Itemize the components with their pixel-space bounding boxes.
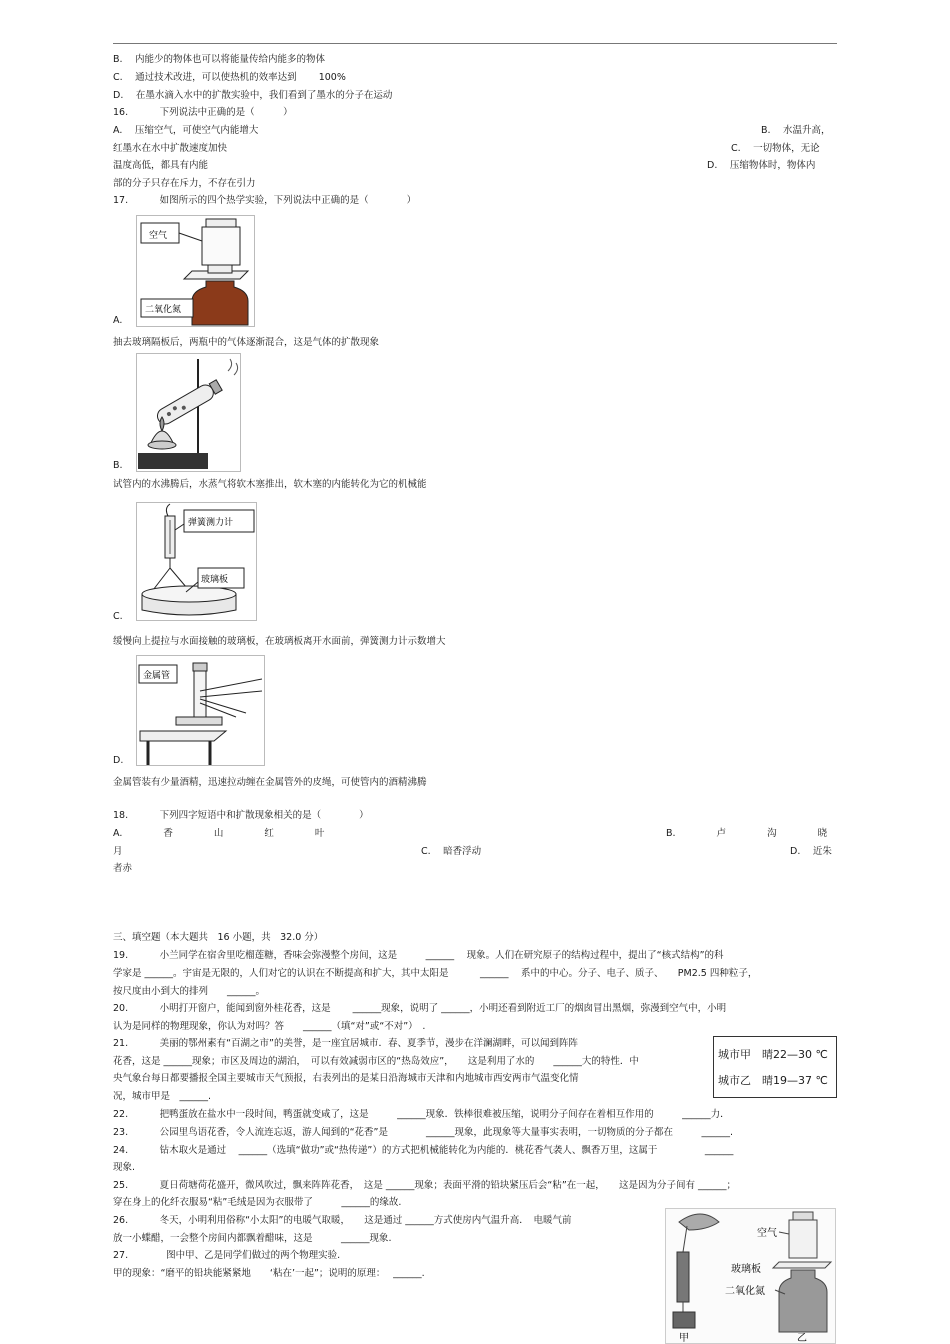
weather-row-city-a: 城市甲 晴22—30 ℃ <box>718 1048 828 1061</box>
q24-line-1: 24. 钻木取火是通过 ______（选填“做功”或“热传递”）的方式把机械能转化为内能的．桃花香气袭人、飘香万里，这属于 ______ <box>113 1145 734 1156</box>
q17-option-b-label: B. <box>113 460 123 471</box>
figure-q27-experiments <box>665 1208 837 1344</box>
option-c-prev: C. 通过技术改进，可以使热机的效率达到 100% <box>113 72 346 83</box>
q20-line-1: 20. 小明打开窗户，能闻到窗外桂花香，这是 ______现象，说明了 ______，小明还看到附近工厂的烟囱冒出黑烟，弥漫到空气中，小明 <box>113 1003 727 1014</box>
figure-a-gas-diffusion <box>136 215 256 327</box>
q18-option-b-cont: 月 <box>113 846 123 857</box>
figure-d-metal-tube <box>136 655 266 767</box>
q21-line-1: 21. 美丽的鄂州素有“百湖之市”的美誉，是一座宜居城市．春、夏季节，漫步在洋澜湖畔，可以闻到阵阵 <box>113 1038 578 1049</box>
figure-q27-glass-label: 玻璃板 <box>731 1264 761 1275</box>
q27-stem: 27. 图中甲、乙是同学们做过的两个物理实验. <box>113 1250 341 1261</box>
q26-line-2: 放一小蝶醋，一会整个房间内都飘着醋味，这是 ______现象. <box>113 1233 392 1244</box>
q19-line-2: 学家是 ______。宇宙是无限的，人们对它的认识在不断提高和扩大，其中太阳是 ______ 系中的中心。分子、电子、质子、 PM2.5 四种粒子， <box>113 968 758 979</box>
figure-c-spring-scale <box>136 502 258 622</box>
q22-line: 22. 把鸭蛋放在盐水中一段时间，鸭蛋就变咸了，这是 ______现象．铁棒很难被压缩，说明分子间存在着相互作用的 ______力． <box>113 1109 730 1120</box>
weather-table <box>713 1036 837 1098</box>
figure-c-glass-label: 玻璃板 <box>201 575 229 585</box>
q18-stem: 18. 下列四字短语中和扩散现象相关的是（ ） <box>113 810 369 821</box>
section-3-heading: 三、填空题（本大题共 16 小题，共 32.0 分） <box>113 932 324 943</box>
q23-line: 23. 公园里鸟语花香，令人流连忘返，游人闻到的“花香”是 ______现象，此现象等大量事实表明，一切物质的分子都在 ______. <box>113 1127 733 1138</box>
q19-line-1: 19. 小兰同学在宿舍里吃榴莲糖，香味会弥漫整个房间，这是 ______ 现象。人们在研究原子的结构过程中，提出了“核式结构”的科 <box>113 950 724 961</box>
q16-option-d-cont: 部的分子只存在斥力，不存在引力 <box>113 178 256 189</box>
figure-q27-jia-label: 甲 <box>679 1333 689 1344</box>
q17-option-c-label: C. <box>113 611 123 622</box>
q18-option-d-cont: 者赤 <box>113 863 133 874</box>
option-d-prev: D. 在墨水滴入水中的扩散实验中，我们看到了墨水的分子在运动 <box>113 90 393 101</box>
q25-line-1: 25. 夏日荷塘荷花盛开，微风吹过，飘来阵阵花香， 这是 ______现象；表面平滑的铅块紧压后会“粘”在一起， 这是因为分子间有 ______； <box>113 1180 737 1191</box>
q16-option-a: A. 压缩空气，可使空气内能增大 <box>113 125 259 136</box>
weather-row-city-b: 城市乙 晴19—37 ℃ <box>718 1074 828 1087</box>
q26-line-1: 26. 冬天，小明利用俗称“小太阳”的电暖气取暖， 这是通过 ______方式使房内气温升高． 电暖气前 <box>113 1215 572 1226</box>
q16-option-b: B. 水温升高， <box>761 125 831 136</box>
q18-option-b: B. 卢 沟 晓 <box>666 828 828 839</box>
q18-option-a: A. 香 山 红 叶 <box>113 828 325 839</box>
q17-option-b-text: 试管内的水沸腾后，水蒸气将软木塞推出，软木塞的内能转化为它的机械能 <box>113 479 427 490</box>
q24-line-2: 现象. <box>113 1162 136 1173</box>
figure-b-test-tube <box>136 353 242 473</box>
q16-stem: 16. 下列说法中正确的是（ ） <box>113 107 293 118</box>
figure-c-spring-label: 弹簧测力计 <box>188 518 234 528</box>
figure-q27-air-label: 空气 <box>757 1228 777 1239</box>
q17-option-c-text: 缓慢向上提拉与水面接触的玻璃板，在玻璃板离开水面前，弹簧测力计示数增大 <box>113 636 446 647</box>
q20-line-2: 认为是同样的物理现象，你认为对吗？答 ______（填“对”或“不对”） . <box>113 1021 426 1032</box>
q18-option-d: D. 近朱 <box>790 846 832 857</box>
q17-option-a-label: A. <box>113 315 123 326</box>
figure-d-tube-label: 金属管 <box>143 671 171 681</box>
figure-q27-yi-label: 乙 <box>797 1333 807 1344</box>
q17-stem: 17. 如图所示的四个热学实验，下列说法中正确的是（ ） <box>113 195 417 206</box>
q16-option-c: C. 一切物体，无论 <box>731 143 820 154</box>
figure-q27-no2-label: 二氧化氮 <box>725 1286 765 1297</box>
q17-option-d-text: 金属管装有少量酒精，迅速拉动缠在金属管外的皮绳，可使管内的酒精沸腾 <box>113 777 427 788</box>
q17-option-d-label: D. <box>113 755 124 766</box>
q17-option-a-text: 抽去玻璃隔板后，两瓶中的气体逐渐混合，这是气体的扩散现象 <box>113 337 380 348</box>
figure-a-no2-label: 二氧化氮 <box>145 305 182 315</box>
q19-line-3: 按尺度由小到大的排列 ______。 <box>113 986 266 997</box>
q21-line-4: 况，城市甲是 ______. <box>113 1091 212 1102</box>
q21-line-3: 央气象台每日都要播报全国主要城市天气预报，右表列出的是某日沿海城市天津和内地城市西安两市气温变化情 <box>113 1073 579 1084</box>
q27-part-a: 甲的现象：“磨平的铅块能紧紧地 ‘粘在’一起”；说明的原理： ______. <box>113 1268 425 1279</box>
q18-option-c: C. 暗香浮动 <box>421 846 482 857</box>
figure-a-air-label: 空气 <box>149 231 168 241</box>
q25-line-2: 穿在身上的化纤衣服易“粘”毛绒是因为衣服带了 ______的缘故. <box>113 1197 402 1208</box>
q16-option-c-cont: 温度高低，都具有内能 <box>113 160 209 171</box>
option-b-prev: B. 内能少的物体也可以将能量传给内能多的物体 <box>113 54 326 65</box>
q16-option-d: D. 压缩物体时，物体内 <box>707 160 816 171</box>
header-rule <box>113 43 837 44</box>
q21-line-2: 花香，这是 ______现象；市区及周边的湖泊， 可以有效减弱市区的“热岛效应”， 这是利用了水的 ______大的特性．中 <box>113 1056 639 1067</box>
q16-option-b-cont: 红墨水在水中扩散速度加快 <box>113 143 228 154</box>
